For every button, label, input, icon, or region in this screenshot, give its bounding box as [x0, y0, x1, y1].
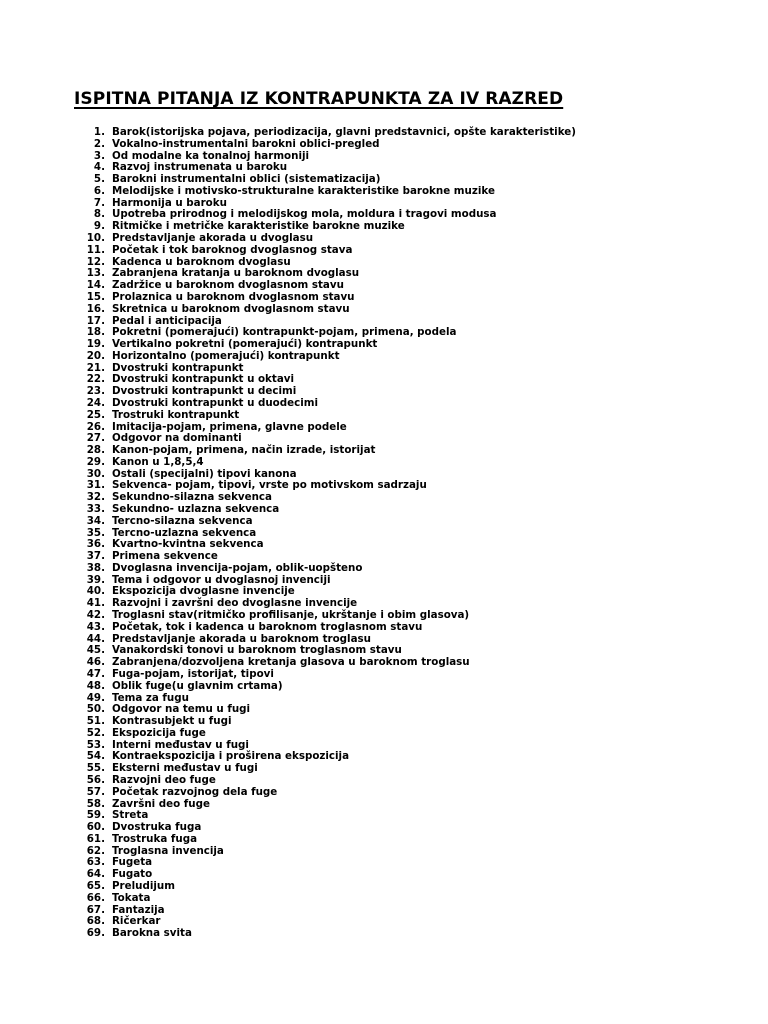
- question-number: 42.: [86, 609, 105, 622]
- question-text: Ostali (specijalni) tipovi kanona: [112, 467, 297, 480]
- question-number: 16.: [86, 302, 105, 315]
- list-item: [0, 398, 576, 410]
- question-text: Kanon u 1,8,5,4: [112, 455, 204, 468]
- question-number: 52.: [86, 726, 105, 739]
- question-number: 67.: [86, 903, 105, 916]
- list-item: [0, 292, 576, 304]
- question-text: Zabranjena kratanja u baroknom dvoglasu: [112, 267, 360, 280]
- question-number: 40.: [86, 585, 105, 598]
- question-number: 35.: [86, 526, 105, 539]
- question-number: 34.: [86, 514, 105, 527]
- question-number: 24.: [86, 396, 105, 409]
- question-number: 44.: [86, 632, 105, 645]
- question-number: 55.: [86, 762, 105, 775]
- list-item: [0, 186, 576, 198]
- list-item: [0, 139, 576, 151]
- question-number: 15.: [86, 290, 105, 303]
- question-number: 25.: [86, 408, 105, 421]
- question-number: 17.: [86, 314, 105, 327]
- question-text: Trostruki kontrapunkt: [112, 408, 240, 421]
- question-number: 59.: [86, 809, 105, 822]
- list-item: [0, 245, 576, 257]
- question-number: 38.: [86, 561, 105, 574]
- question-text: Vanakordski tonovi u baroknom troglasnom stavu: [112, 644, 402, 657]
- question-number: 5.: [93, 173, 105, 186]
- question-text: Vertikalno pokretni (pomerajući) kontrapunkt: [112, 338, 378, 351]
- question-number: 50.: [86, 703, 105, 716]
- question-text: Dvoglasna invencija-pojam, oblik-uopšteno: [112, 561, 363, 574]
- list-item: [0, 563, 576, 575]
- question-text: Kontrasubjekt u fugi: [112, 715, 232, 728]
- question-number: 13.: [86, 267, 105, 280]
- question-number: 45.: [86, 644, 105, 657]
- question-text: Predstavljanje akorada u dvoglasu: [112, 232, 314, 245]
- question-text: Kvartno-kvintna sekvenca: [112, 538, 264, 551]
- question-number: 56.: [86, 773, 105, 786]
- list-item: [0, 728, 576, 740]
- question-text: Od modalne ka tonalnoj harmoniji: [112, 149, 310, 162]
- question-text: Početak, tok i kadenca u baroknom troglasnom stavu: [112, 620, 423, 633]
- question-text: Razvojni i završni deo dvoglasne invencije: [112, 597, 358, 610]
- question-number: 53.: [86, 738, 105, 751]
- question-number: 68.: [86, 915, 105, 928]
- question-text: Kontraekspozicija i proširena ekspozicija: [112, 750, 350, 763]
- question-text: Pokretni (pomerajući) kontrapunkt-pojam, primena, podela: [112, 326, 457, 339]
- question-text: Ritmičke i metričke karakteristike barokne muzike: [112, 220, 405, 233]
- question-text: Kanon-pojam, primena, način izrade, istorijat: [112, 444, 376, 457]
- question-list: [0, 127, 576, 940]
- question-text: Razvojni deo fuge: [112, 773, 216, 786]
- question-number: 10.: [86, 232, 105, 245]
- question-number: 60.: [86, 821, 105, 834]
- question-number: 48.: [86, 679, 105, 692]
- question-text: Fugeta: [112, 856, 153, 869]
- question-number: 22.: [86, 373, 105, 386]
- question-number: 63.: [86, 856, 105, 869]
- question-text: Dvostruki kontrapunkt u decimi: [112, 385, 297, 398]
- list-item: [0, 881, 576, 893]
- question-text: Oblik fuge(u glavnim crtama): [112, 679, 283, 692]
- question-text: Skretnica u baroknom dvoglasnom stavu: [112, 302, 350, 315]
- question-number: 26.: [86, 420, 105, 433]
- question-number: 8.: [93, 208, 105, 221]
- question-text: Troglasni stav(ritmičko profilisanje, ukrštanje i obim glasova): [112, 609, 470, 622]
- question-number: 20.: [86, 349, 105, 362]
- question-text: Dvostruki kontrapunkt u duodecimi: [112, 396, 319, 409]
- question-text: Tokata: [112, 891, 151, 904]
- question-text: Barokna svita: [112, 927, 192, 940]
- question-number: 36.: [86, 538, 105, 551]
- question-number: 4.: [93, 161, 105, 174]
- question-text: Razvoj instrumenata u baroku: [112, 161, 288, 174]
- question-number: 6.: [93, 184, 105, 197]
- question-text: Upotreba prirodnog i melodijskog mola, moldura i tragovi modusa: [112, 208, 497, 221]
- question-text: Imitacija-pojam, primena, glavne podele: [112, 420, 347, 433]
- question-text: Eksterni međustav u fugi: [112, 762, 258, 775]
- question-number: 37.: [86, 550, 105, 563]
- question-number: 29.: [86, 455, 105, 468]
- question-number: 64.: [86, 868, 105, 881]
- question-text: Zabranjena/dozvoljena kretanja glasova u baroknom troglasu: [112, 656, 470, 669]
- question-text: Dvostruki kontrapunkt u oktavi: [112, 373, 295, 386]
- question-text: Fugato: [112, 868, 153, 881]
- question-number: 69.: [86, 927, 105, 940]
- question-number: 32.: [86, 491, 105, 504]
- question-number: 31.: [86, 479, 105, 492]
- question-text: Vokalno-instrumentalni barokni oblici-pregled: [112, 137, 380, 150]
- question-number: 61.: [86, 832, 105, 845]
- question-text: Sekundno-silazna sekvenca: [112, 491, 272, 504]
- question-text: Dvostruka fuga: [112, 821, 202, 834]
- question-text: Streta: [112, 809, 149, 822]
- question-text: Zadržice u baroknom dvoglasnom stavu: [112, 279, 344, 292]
- question-number: 58.: [86, 797, 105, 810]
- question-text: Tercno-silazna sekvenca: [112, 514, 253, 527]
- list-item: [0, 834, 576, 846]
- list-item: [0, 127, 576, 139]
- question-text: Harmonija u baroku: [112, 196, 227, 209]
- list-item: [0, 787, 576, 799]
- question-text: Horizontalno (pomerajući) kontrapunkt: [112, 349, 340, 362]
- question-text: Početak razvojnog dela fuge: [112, 785, 278, 798]
- question-number: 66.: [86, 891, 105, 904]
- question-number: 21.: [86, 361, 105, 374]
- question-number: 18.: [86, 326, 105, 339]
- question-number: 54.: [86, 750, 105, 763]
- question-text: Sekvenca- pojam, tipovi, vrste po motivskom sadrzaju: [112, 479, 427, 492]
- question-number: 27.: [86, 432, 105, 445]
- question-number: 47.: [86, 667, 105, 680]
- list-item: [0, 622, 576, 634]
- question-text: Preludijum: [112, 880, 175, 892]
- question-number: 28.: [86, 444, 105, 457]
- question-number: 14.: [86, 279, 105, 292]
- question-number: 46.: [86, 656, 105, 669]
- question-number: 43.: [86, 620, 105, 633]
- question-number: 11.: [86, 243, 105, 256]
- question-text: Primena sekvence: [112, 550, 218, 563]
- question-number: 1.: [93, 126, 105, 138]
- question-text: Ekspozicija fuge: [112, 726, 206, 739]
- question-text: Početak i tok baroknog dvoglasnog stava: [112, 243, 353, 256]
- question-text: Pedal i anticipacija: [112, 314, 222, 327]
- list-item: [0, 893, 576, 905]
- question-text: Barokni instrumentalni oblici (sistematizacija): [112, 173, 381, 186]
- question-number: 9.: [93, 220, 105, 233]
- question-number: 19.: [86, 338, 105, 351]
- question-text: Prolaznica u baroknom dvoglasnom stavu: [112, 290, 355, 303]
- question-text: Trostruka fuga: [112, 832, 198, 845]
- question-text: Interni međustav u fugi: [112, 738, 249, 751]
- question-number: 57.: [86, 785, 105, 798]
- question-text: Tema i odgovor u dvoglasnoj invenciji: [112, 573, 331, 586]
- question-number: 7.: [93, 196, 105, 209]
- question-number: 30.: [86, 467, 105, 480]
- question-text: Odgovor na dominanti: [112, 432, 242, 445]
- question-text: Fuga-pojam, istorijat, tipovi: [112, 667, 274, 680]
- question-number: 39.: [86, 573, 105, 586]
- question-text: Predstavljanje akorada u baroknom troglasu: [112, 632, 371, 645]
- list-item: [0, 151, 576, 163]
- list-item: [0, 504, 576, 516]
- question-number: 2.: [93, 137, 105, 150]
- question-text: Dvostruki kontrapunkt: [112, 361, 244, 374]
- question-text: Odgovor na temu u fugi: [112, 703, 251, 716]
- question-text: Završni deo fuge: [112, 797, 210, 810]
- question-text: Fantazija: [112, 903, 165, 916]
- question-number: 49.: [86, 691, 105, 704]
- list-item: [0, 775, 576, 787]
- list-item: [0, 304, 576, 316]
- question-text: Sekundno- uzlazna sekvenca: [112, 503, 280, 515]
- list-item: [0, 516, 576, 528]
- question-text: Tercno-uzlazna sekvenca: [112, 526, 257, 539]
- question-text: Barok(istorijska pojava, periodizacija, glavni predstavnici, opšte karakteristike): [112, 126, 576, 138]
- question-number: 12.: [86, 255, 105, 268]
- question-text: Ričerkar: [112, 915, 161, 928]
- question-number: 41.: [86, 597, 105, 610]
- question-text: Tema za fugu: [112, 691, 189, 704]
- list-item: [0, 457, 576, 469]
- list-item: [0, 681, 576, 693]
- list-item: [0, 928, 576, 940]
- question-number: 62.: [86, 844, 105, 857]
- question-number: 65.: [86, 880, 105, 892]
- question-number: 33.: [86, 503, 105, 515]
- list-item: [0, 351, 576, 363]
- list-item: [0, 669, 576, 681]
- question-text: Troglasna invencija: [112, 844, 224, 857]
- question-text: Kadenca u baroknom dvoglasu: [112, 255, 291, 268]
- question-number: 51.: [86, 715, 105, 728]
- question-number: 3.: [93, 149, 105, 162]
- list-item: [0, 410, 576, 422]
- question-text: Melodijske i motivsko-strukturalne karakteristike barokne muzike: [112, 184, 495, 197]
- question-number: 23.: [86, 385, 105, 398]
- page-title: ISPITNA PITANJA IZ KONTRAPUNKTA ZA IV RAZRED: [74, 89, 564, 109]
- question-text: Ekspozicija dvoglasne invencije: [112, 585, 295, 598]
